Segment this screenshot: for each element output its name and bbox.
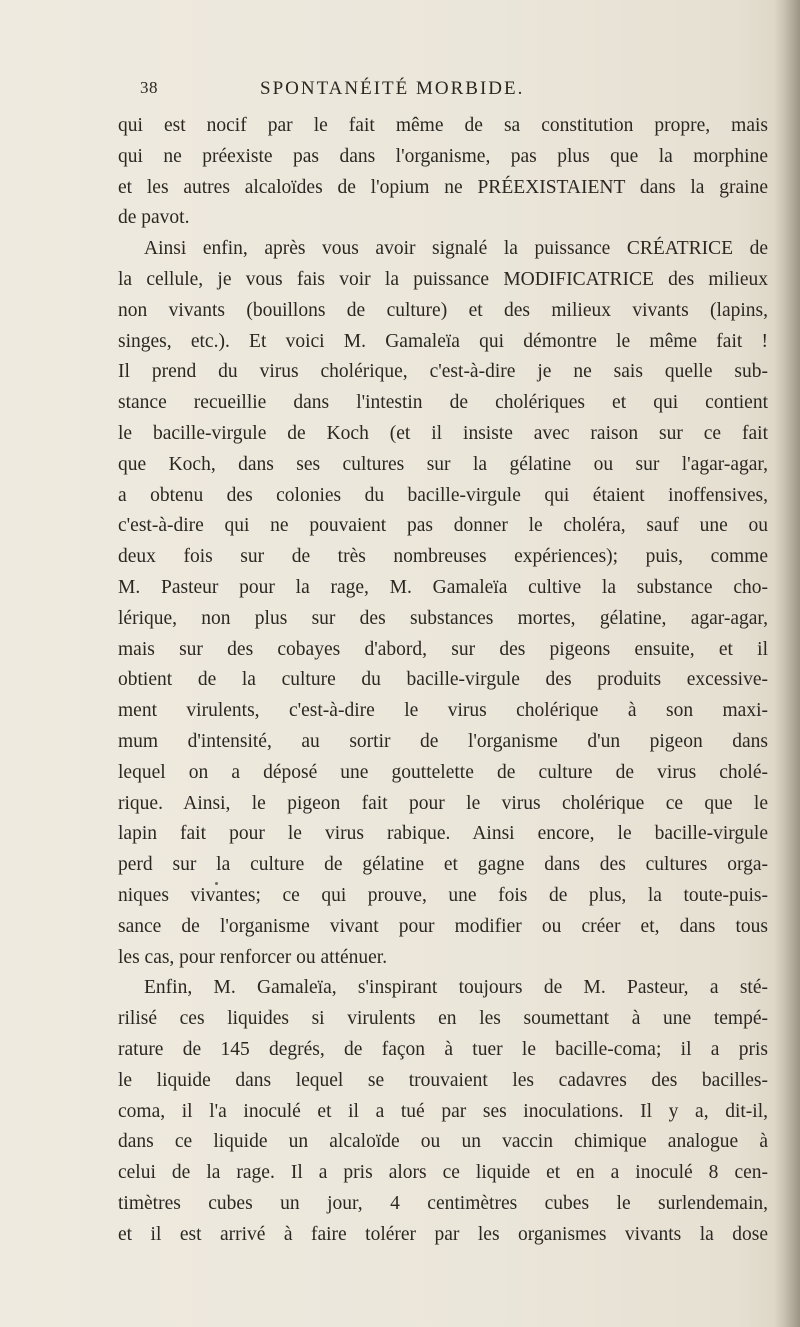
text-line: ment virulents, c'est-à-dire le virus cholérique à son maxi- — [118, 700, 768, 722]
text-line: M. Pasteur pour la rage, M. Gamaleïa cultive la substance cho- — [118, 576, 768, 598]
text-line: perd sur la culture de gélatine et gagne dans des cultures orga- — [118, 854, 768, 876]
text-line: lapin fait pour le virus rabique. Ainsi encore, le bacille-virgule — [118, 823, 768, 845]
text-line: le liquide dans lequel se trouvaient les cadavres des bacilles- — [118, 1069, 768, 1091]
text-line: les cas, pour renforcer ou atténuer. — [118, 946, 388, 968]
text-line: coma, il l'a inoculé et il a tué par ses inoculations. Il y a, dit-il, — [118, 1100, 768, 1122]
text-line: stance recueillie dans l'intestin de cholériques et qui contient — [118, 392, 768, 414]
paragraph-start-line: Enfin, M. Gamaleïa, s'inspirant toujours de M. Pasteur, a sté- — [144, 977, 768, 999]
text-line: et les autres alcaloïdes de l'opium ne PRÉEXISTAIENT dans la graine — [118, 176, 768, 198]
text-line: la cellule, je vous fais voir la puissance MODIFICATRICE des milieux — [118, 268, 768, 290]
page-number: 38 — [140, 78, 158, 97]
text-line: rique. Ainsi, le pigeon fait pour le virus cholérique ce que le — [118, 792, 768, 814]
text-line: celui de la rage. Il a pris alors ce liquide et en a inoculé 8 cen- — [118, 1162, 768, 1184]
page-edge-shadow — [774, 0, 800, 1327]
text-line: c'est-à-dire qui ne pouvaient pas donner le choléra, sauf une ou — [118, 515, 768, 537]
text-line: niques vivantes; ce qui prouve, une fois de plus, la toute-puis- — [118, 884, 768, 906]
running-title: SPONTANÉITÉ MORBIDE. — [260, 78, 525, 99]
paragraph-start-line: Ainsi enfin, après vous avoir signalé la puissance CRÉATRICE de — [144, 238, 768, 260]
text-line: lequel on a déposé une gouttelette de culture de virus cholé- — [118, 761, 768, 783]
text-line: qui est nocif par le fait même de sa constitution propre, mais — [118, 115, 768, 136]
text-line: et il est arrivé à faire tolérer par les organismes vivants la dose — [118, 1223, 768, 1245]
page-header — [140, 78, 700, 102]
text-line: rilisé ces liquides si virulents en les soumettant à une tempé- — [118, 1008, 768, 1030]
text-line: singes, etc.). Et voici M. Gamaleïa qui démontre le même fait ! — [118, 330, 768, 352]
text-line: obtient de la culture du bacille-virgule des produits excessive- — [118, 669, 768, 691]
text-line: le bacille-virgule de Koch (et il insiste avec raison sur ce fait — [118, 422, 768, 444]
ink-speck — [215, 882, 218, 885]
text-line: rature de 145 degrés, de façon à tuer le bacille-coma; il a pris — [118, 1038, 768, 1060]
text-line: mais sur des cobayes d'abord, sur des pigeons ensuite, et il — [118, 638, 768, 660]
text-line: que Koch, dans ses cultures sur la gélatine ou sur l'agar-agar, — [118, 453, 768, 475]
text-line: deux fois sur de très nombreuses expériences); puis, comme — [118, 546, 768, 568]
text-line: qui ne préexiste pas dans l'organisme, pas plus que la morphine — [118, 145, 768, 167]
text-line: dans ce liquide un alcaloïde ou un vaccin chimique analogue à — [118, 1131, 768, 1153]
text-line: timètres cubes un jour, 4 centimètres cubes le surlendemain, — [118, 1192, 768, 1214]
text-line: de pavot. — [118, 207, 190, 229]
text-line: a obtenu des colonies du bacille-virgule qui étaient inoffensives, — [118, 484, 768, 506]
text-line: mum d'intensité, au sortir de l'organisme d'un pigeon dans — [118, 730, 768, 752]
text-line: Il prend du virus cholérique, c'est-à-dire je ne sais quelle sub- — [118, 361, 768, 383]
body-text — [118, 111, 768, 1250]
text-line: non vivants (bouillons de culture) et des milieux vivants (lapins, — [118, 299, 768, 321]
text-line: sance de l'organisme vivant pour modifier ou créer et, dans tous — [118, 915, 768, 937]
text-line: lérique, non plus sur des substances mortes, gélatine, agar-agar, — [118, 607, 768, 629]
